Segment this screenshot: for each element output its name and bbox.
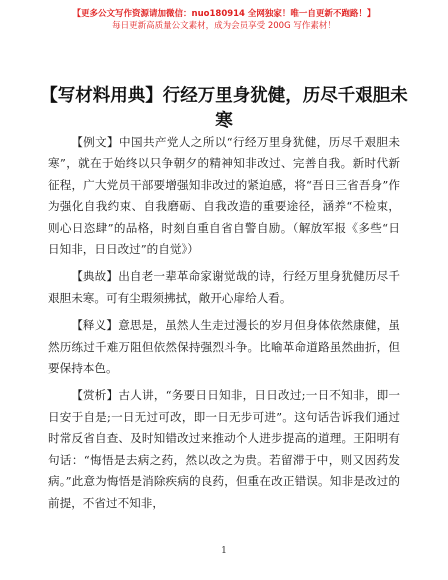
- paragraph-appreciation: [48, 385, 400, 513]
- paragraph-tag: 【赏析】: [71, 388, 119, 403]
- paragraph-text: 出自老一辈革命家谢觉哉的诗，行经万里身犹健历尽千艰胆未寒。可有尘瑕须拂拭，敞开心扉给人看。: [48, 269, 400, 305]
- paragraph-text: 古人讲，“务要日日知非，日日改过;一日不知非，即一日安于自是;一日无过可改，即一日无步可进”。这句话告诉我们通过时常反省自查、及时知错改过来推动个人进步提高的道理。王阳明有句话：“悔悟是去病之药，然以改之为贵。若留滞于中，则又因药发病。”此意为悔悟是消除疾病的良药，但重在改正错误。知非是改过的前提，不省过不知非，: [48, 388, 400, 510]
- paragraph-tag: 【释义】: [71, 318, 119, 333]
- paragraph-explanation: [48, 315, 400, 379]
- promo-banner: [0, 8, 448, 32]
- paragraph-tag: 【典故】: [71, 269, 119, 284]
- paragraph-tag: 【例文】: [71, 135, 120, 149]
- document-title: 【写材料用典】行经万里身犹健，历尽千艰胆未寒: [40, 86, 408, 131]
- promo-line-2: 每日更新高质量公文素材，成为会员享受 200G 写作素材！: [112, 21, 336, 31]
- document-body: [48, 132, 400, 520]
- paragraph-text: 意思是，虽然人生走过漫长的岁月但身体依然康健，虽然历练过千难万阻但依然保持强烈斗争。比喻革命道路虽然曲折，但要保持本色。: [48, 318, 400, 376]
- paragraph-text: 中国共产党人之所以“行经万里身犹健，历尽千艰胆未寒”，就在于始终以只争朝夕的精神知非改过、完善自我。新时代新征程，广大党员干部要增强知非改过的紧迫感，将“吾日三省吾身”作为强化自我约束、自我磨砺、自我改造的重要途径，涵养“不检束，则心日恣肆”的品格，时刻自重自省自警自励。（解放军报《多些“日日知非，日日改过”的自觉》）: [48, 135, 400, 257]
- paragraph-example: [48, 132, 400, 260]
- paragraph-allusion: [48, 266, 400, 309]
- page-number: 1: [221, 546, 227, 556]
- promo-line-1: 【更多公文写作资源请加微信：nuo180914 全网独家！唯一自更新不跑路！】: [72, 9, 376, 19]
